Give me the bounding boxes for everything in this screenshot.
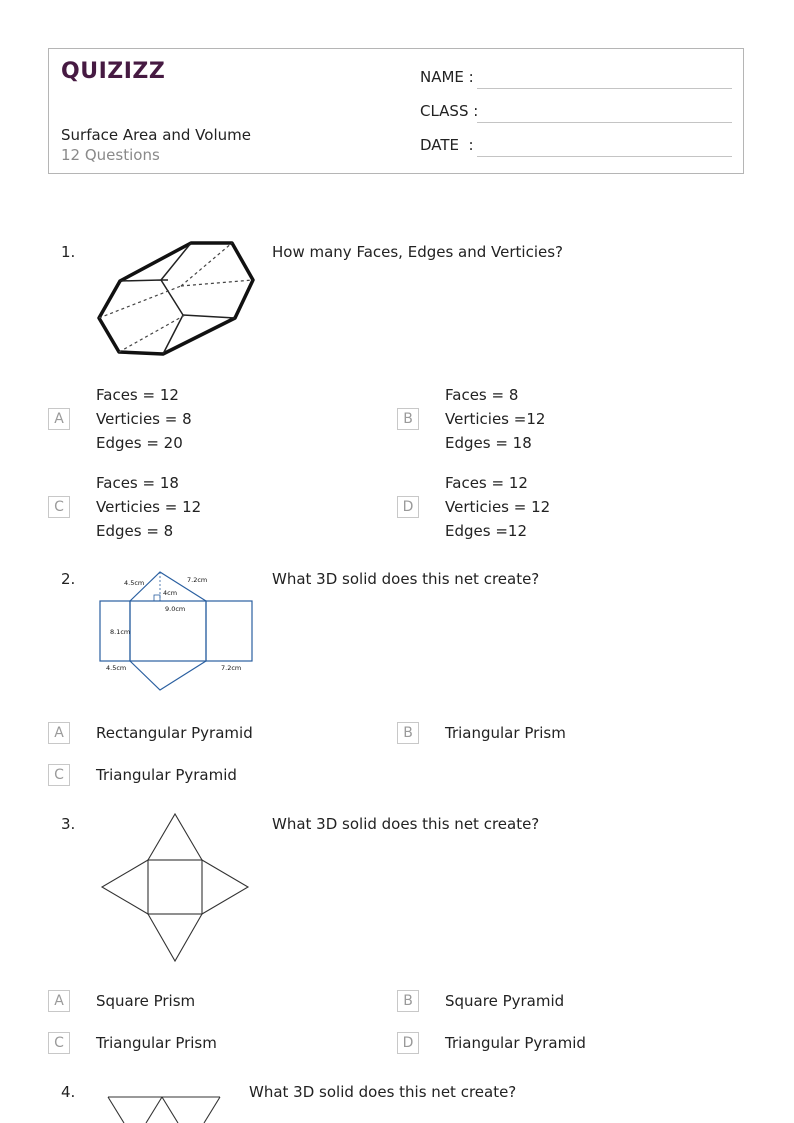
q3-option-d-letter[interactable]: D xyxy=(397,1032,419,1054)
q2-option-b-text[interactable]: Triangular Prism xyxy=(445,724,566,742)
class-line[interactable] xyxy=(477,122,732,123)
q2-option-b-letter[interactable]: B xyxy=(397,722,419,744)
q2-option-c-text[interactable]: Triangular Pyramid xyxy=(96,766,237,784)
q1-option-a-line: Edges = 20 xyxy=(96,434,183,452)
net-label: 4cm xyxy=(163,589,178,597)
q1-option-d-line: Edges =12 xyxy=(445,522,527,540)
net-label: 9.0cm xyxy=(165,605,186,613)
square-pyramid-net-image xyxy=(100,812,250,964)
q3-option-a-letter[interactable]: A xyxy=(48,990,70,1012)
question-count: 12 Questions xyxy=(61,146,160,164)
q1-option-a-letter[interactable]: A xyxy=(48,408,70,430)
worksheet-title: Surface Area and Volume xyxy=(61,126,251,144)
q3-option-d-text[interactable]: Triangular Pyramid xyxy=(445,1034,586,1052)
q1-option-d-text[interactable] xyxy=(445,471,550,543)
q3-option-a-text[interactable]: Square Prism xyxy=(96,992,196,1010)
q1-option-c-text[interactable] xyxy=(96,471,201,543)
net-label: 7.2cm xyxy=(187,576,208,584)
question-1-number: 1. xyxy=(61,243,76,261)
question-3-text: What 3D solid does this net create? xyxy=(272,815,540,833)
name-label: NAME : xyxy=(420,68,474,86)
hexagonal-prism-image xyxy=(96,240,256,360)
question-2-number: 2. xyxy=(61,570,76,588)
q1-option-a-line: Verticies = 8 xyxy=(96,410,192,428)
q1-option-d-line: Faces = 12 xyxy=(445,474,528,492)
q2-option-c-letter[interactable]: C xyxy=(48,764,70,786)
net-label: 8.1cm xyxy=(110,628,131,636)
q3-option-b-letter[interactable]: B xyxy=(397,990,419,1012)
triangular-prism-net-image xyxy=(98,568,258,694)
q1-option-c-line: Faces = 18 xyxy=(96,474,179,492)
q3-option-c-letter[interactable]: C xyxy=(48,1032,70,1054)
q1-option-d-line: Verticies = 12 xyxy=(445,498,551,516)
q1-option-c-line: Verticies = 12 xyxy=(96,498,202,516)
triangular-pyramid-net-image xyxy=(104,1094,226,1123)
q1-option-a-line: Faces = 12 xyxy=(96,386,179,404)
question-2-text: What 3D solid does this net create? xyxy=(272,570,540,588)
question-1-text: How many Faces, Edges and Verticies? xyxy=(272,243,563,261)
q1-option-a-text[interactable] xyxy=(96,383,192,455)
net-label: 4.5cm xyxy=(124,579,145,587)
worksheet-header xyxy=(48,48,744,174)
q1-option-b-line: Verticies =12 xyxy=(445,410,546,428)
q1-option-b-line: Faces = 8 xyxy=(445,386,519,404)
date-label: DATE : xyxy=(420,136,474,154)
question-4-number: 4. xyxy=(61,1083,76,1101)
q2-option-a-text[interactable]: Rectangular Pyramid xyxy=(96,724,253,742)
net-label: 4.5cm xyxy=(106,664,127,672)
q1-option-d-letter[interactable]: D xyxy=(397,496,419,518)
quizizz-logo: QUIZIZZ xyxy=(61,59,166,84)
net-label: 7.2cm xyxy=(221,664,242,672)
q3-option-b-text[interactable]: Square Pyramid xyxy=(445,992,565,1010)
name-line[interactable] xyxy=(477,88,732,89)
q2-option-a-letter[interactable]: A xyxy=(48,722,70,744)
question-3-number: 3. xyxy=(61,815,76,833)
q1-option-b-letter[interactable]: B xyxy=(397,408,419,430)
q1-option-b-text[interactable] xyxy=(445,383,545,455)
q3-option-c-text[interactable]: Triangular Prism xyxy=(96,1034,217,1052)
q1-option-b-line: Edges = 18 xyxy=(445,434,532,452)
class-label: CLASS : xyxy=(420,102,479,120)
q1-option-c-letter[interactable]: C xyxy=(48,496,70,518)
question-4-text: What 3D solid does this net create? xyxy=(249,1083,517,1101)
date-line[interactable] xyxy=(477,156,732,157)
q1-option-c-line: Edges = 8 xyxy=(96,522,174,540)
